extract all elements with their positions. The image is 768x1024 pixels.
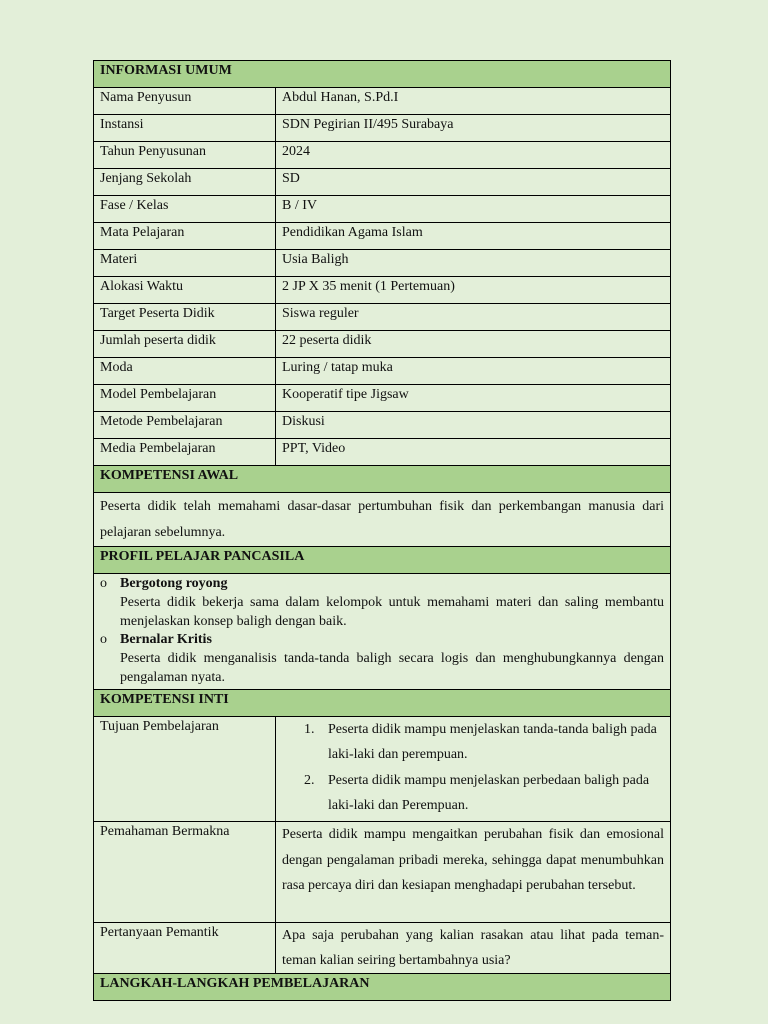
info-row xyxy=(94,223,671,250)
info-label: Tahun Penyusunan xyxy=(94,142,276,169)
kompetensi-awal-text: Peserta didik telah memahami dasar-dasar pertumbuhan fisik dan perkembangan manusia dari pelajaran sebelumnya. xyxy=(94,493,671,547)
tujuan-list xyxy=(282,717,664,818)
section-header-profil-pelajar xyxy=(94,547,671,574)
info-row xyxy=(94,412,671,439)
info-value: 2 JP X 35 menit (1 Pertemuan) xyxy=(276,277,671,304)
bullet-icon: o xyxy=(100,632,107,647)
list-number: 1. xyxy=(304,722,315,737)
list-item xyxy=(100,575,664,631)
info-label: Media Pembelajaran xyxy=(94,439,276,466)
pemahaman-text: Peserta didik mampu mengaitkan perubahan fisik dan emosional dengan pengalaman pribadi mereka, sehingga dapat menumbuhkan rasa percaya diri dan kesiapan menghadapi perubahan tersebut. xyxy=(276,822,671,923)
info-value: Luring / tatap muka xyxy=(276,358,671,385)
module-table xyxy=(93,60,671,1001)
tujuan-cell xyxy=(276,717,671,822)
tujuan-label: Tujuan Pembelajaran xyxy=(94,717,276,822)
bullet-icon: o xyxy=(100,576,107,591)
info-value: Abdul Hanan, S.Pd.I xyxy=(276,88,671,115)
section-header-kompetensi-inti xyxy=(94,690,671,717)
section-title: LANGKAH-LANGKAH PEMBELAJARAN xyxy=(94,974,671,1001)
info-row xyxy=(94,385,671,412)
info-label: Model Pembelajaran xyxy=(94,385,276,412)
info-label: Jenjang Sekolah xyxy=(94,169,276,196)
section-title: KOMPETENSI AWAL xyxy=(94,466,671,493)
pemahaman-row xyxy=(94,822,671,923)
info-value: 22 peserta didik xyxy=(276,331,671,358)
info-row xyxy=(94,250,671,277)
list-item xyxy=(282,768,664,818)
info-row xyxy=(94,169,671,196)
tujuan-text: Peserta didik mampu menjelaskan perbedaan baligh pada laki-laki dan Perempuan. xyxy=(328,773,650,813)
pertanyaan-row xyxy=(94,923,671,974)
info-label: Nama Penyusun xyxy=(94,88,276,115)
info-label: Target Peserta Didik xyxy=(94,304,276,331)
profil-item-title: Bergotong royong xyxy=(120,576,228,591)
section-title: KOMPETENSI INTI xyxy=(94,690,671,717)
info-row xyxy=(94,196,671,223)
info-value: Pendidikan Agama Islam xyxy=(276,223,671,250)
info-row xyxy=(94,358,671,385)
info-value: Siswa reguler xyxy=(276,304,671,331)
info-label: Fase / Kelas xyxy=(94,196,276,223)
info-label: Jumlah peserta didik xyxy=(94,331,276,358)
info-label: Moda xyxy=(94,358,276,385)
info-row xyxy=(94,304,671,331)
pertanyaan-label: Pertanyaan Pemantik xyxy=(94,923,276,974)
list-item xyxy=(100,631,664,687)
info-label: Alokasi Waktu xyxy=(94,277,276,304)
section-header-langkah xyxy=(94,974,671,1001)
info-value: Usia Baligh xyxy=(276,250,671,277)
list-number: 2. xyxy=(304,773,315,788)
info-label: Metode Pembelajaran xyxy=(94,412,276,439)
kompetensi-awal-row xyxy=(94,493,671,547)
info-row xyxy=(94,277,671,304)
info-label: Instansi xyxy=(94,115,276,142)
info-value: Diskusi xyxy=(276,412,671,439)
profil-row xyxy=(94,574,671,690)
tujuan-row xyxy=(94,717,671,822)
section-title: INFORMASI UMUM xyxy=(94,61,671,88)
info-row xyxy=(94,115,671,142)
profil-item-desc: Peserta didik menganalisis tanda-tanda baligh secara logis dan menghubungkannya dengan pengalaman nyata. xyxy=(120,651,665,685)
info-value: SDN Pegirian II/495 Surabaya xyxy=(276,115,671,142)
info-row xyxy=(94,88,671,115)
profil-list xyxy=(100,575,664,687)
info-value: B / IV xyxy=(276,196,671,223)
info-row xyxy=(94,331,671,358)
profil-item-title: Bernalar Kritis xyxy=(120,632,212,647)
info-value: 2024 xyxy=(276,142,671,169)
info-row xyxy=(94,142,671,169)
pertanyaan-text: Apa saja perubahan yang kalian rasakan atau lihat pada teman-teman kalian seiring bertambahnya usia? xyxy=(276,923,671,974)
pemahaman-label: Pemahaman Bermakna xyxy=(94,822,276,923)
info-label: Mata Pelajaran xyxy=(94,223,276,250)
section-title: PROFIL PELAJAR PANCASILA xyxy=(94,547,671,574)
list-item xyxy=(282,717,664,767)
profil-cell xyxy=(94,574,671,690)
info-value: SD xyxy=(276,169,671,196)
info-row xyxy=(94,439,671,466)
profil-item-desc: Peserta didik bekerja sama dalam kelompok untuk memahami materi dan saling membantu menjelaskan konsep baligh dengan baik. xyxy=(120,595,665,629)
section-header-informasi-umum xyxy=(94,61,671,88)
tujuan-text: Peserta didik mampu menjelaskan tanda-tanda baligh pada laki-laki dan perempuan. xyxy=(328,722,657,762)
info-label: Materi xyxy=(94,250,276,277)
info-value: Kooperatif tipe Jigsaw xyxy=(276,385,671,412)
section-header-kompetensi-awal xyxy=(94,466,671,493)
info-value: PPT, Video xyxy=(276,439,671,466)
